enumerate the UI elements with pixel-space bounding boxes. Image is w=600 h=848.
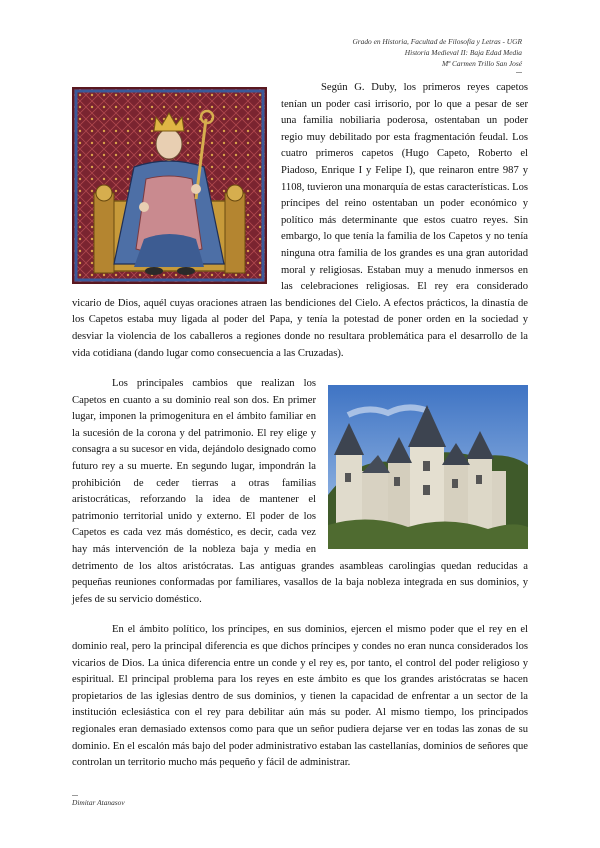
paragraph-1: Según G. Duby, los primeros reyes capetos tenían un poder casi irrisorio, por lo que a pesar de ser una familia nobiliaria poderosa, ostentaban un poder regio muy debilitado por esta fragmentación feudal. Los cuatro primeros capetos (Hugo Capeto, Roberto el Piadoso, Enrique I y Felipe I), que reinaron entre 987 y 1108, tuvieron una monarquía de estas características. Los príncipes del reino ostentaban un poder económico y político más determinante que estos cuatro reyes. Sin embargo, lo que tenía la familia de los Capetos y no tenía ninguna otra familia de los grandes es una gran autoridad moral y religiosas. Estaban muy a menudo inmersos en las celebraciones religiosas. El rey era considerado vicario de Dios, aquél cuyas oraciones atraen las bendiciones del Cielo. A efectos prácticos, la dinastía de los Capetos estaba muy ligada al poder del Papa, y tenía la potestad de poner orden en la sociedad y desviar la violencia de los caballeros a regiones donde no resultara problemática para el desarrollo de la vida cotidiana (dando lugar como consecuencia a las Cruzadas).: [72, 82, 529, 359]
castle-photo: [328, 385, 528, 549]
footer-rule: [72, 795, 78, 796]
page-header: [222, 36, 522, 69]
header-subject: Historia Medieval II: Baja Edad Media: [404, 48, 522, 57]
capetian-king-illustration: [72, 87, 267, 284]
header-rule: [516, 72, 522, 73]
document-body: [72, 80, 528, 772]
paragraph-2: [72, 376, 528, 608]
paragraph-3: En el ámbito político, los príncipes, en sus dominios, ejercen el mismo poder que el rey en el dominio real, pero la principal diferencia es que dichos príncipes y condes no eran nunca considerados los vicarios de Dios. La única diferencia entre un conde y el rey es, por tanto, el control del poder religioso y espiritual. El principal problema para los reyes en este ámbito es que los grandes aristócratas se hacen propietarios de las iglesias dentro de sus dominios, y tienen la capacidad de enfrentar a un sector de la institución eclesiástica con el rey para debilitar aún más su poder. Al mismo tiempo, los principados regionales eran demasiado extensos como para que un señor pudiera dejarse ver en todas las zonas de su dominio. En el escalón más bajo del poder administrativo estaban las castellanías, dominios de señores que controlan un territorio mucho más pequeño y fácil de administrar.: [72, 624, 528, 769]
header-professor: Mª Carmen Trillo San José: [441, 59, 522, 68]
header-course: Grado en Historia, Facultad de Filosofía y Letras - UGR: [352, 37, 522, 46]
paragraph-2-text: Los principales cambios que realizan los Capetos en cuanto a su dominio real son dos. En primer lugar, imponen la primogenitura en el ámbito familiar en la sucesión de la corona y del patrimonio. El rey elige y consagra a su sucesor en vida, dejándolo designado como futuro rey a su muerte. En segundo lugar, impondrán la prohibición de ceder tierras a otras familias aristocráticas, reforzando la idea de mantener el patrimonio territorial unido y externo. El poder de los Capetos es cada vez más doméstico, es decir, cada vez hay más intervención de la nobleza baja y media en detrimento de los altos aristócratas. Las antiguas grandes asambleas carolingias quedan reducidas a pequeñas reuniones conformadas por familiares, vasallos de la baja nobleza integrada en sus dominios, y jefes de su servicio doméstico.: [72, 378, 528, 605]
page-footer-author: Dimitar Atanasov: [72, 798, 125, 807]
